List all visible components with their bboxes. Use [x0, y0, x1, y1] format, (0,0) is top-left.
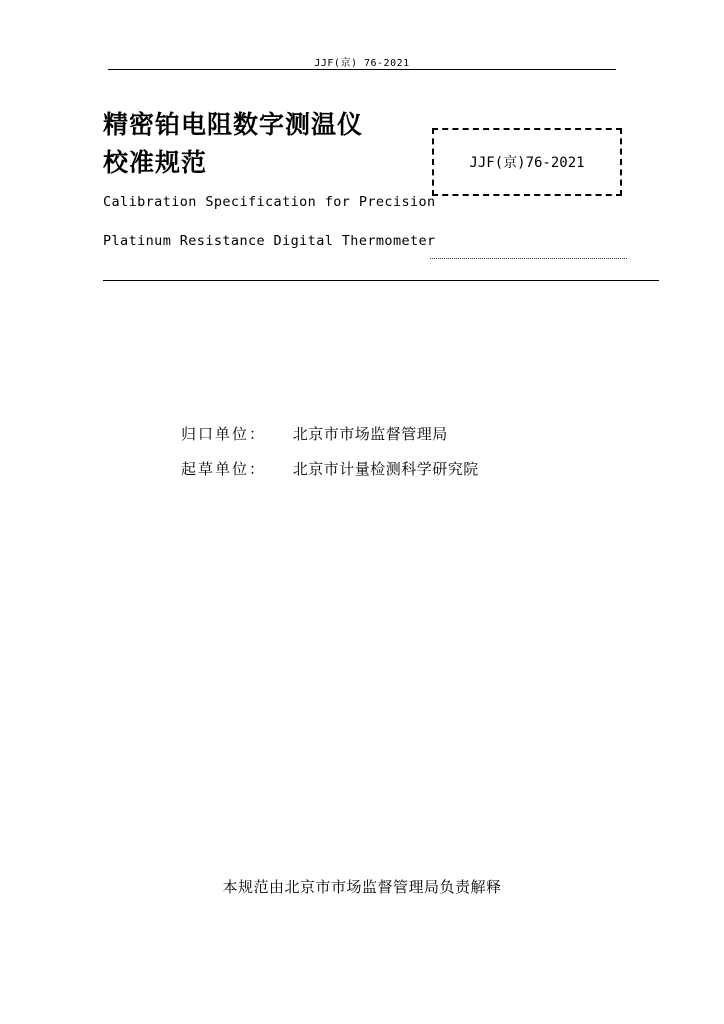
interpretation-note: 本规范由北京市市场监督管理局负责解释	[222, 878, 502, 896]
title-english-line-2: Platinum Resistance Digital Thermometer	[103, 233, 436, 249]
english-title-underline	[430, 258, 627, 259]
standard-code-box	[432, 128, 622, 196]
title-english-line-1: Calibration Specification for Precision	[103, 194, 436, 210]
responsible-unit-value: 北京市市场监督管理局	[292, 425, 448, 443]
responsible-unit-row	[181, 423, 448, 444]
title-chinese-line-2: 校准规范	[103, 148, 208, 177]
drafting-unit-value: 北京市计量检测科学研究院	[292, 460, 479, 478]
standard-code-text: JJF(京)76-2021	[469, 155, 585, 171]
drafting-unit-row	[181, 458, 479, 479]
drafting-unit-label: 起草单位：	[181, 460, 267, 478]
responsible-unit-label: 归口单位：	[181, 425, 267, 443]
header-standard-code: JJF(京) 76-2021	[314, 58, 410, 69]
title-chinese-line-1: 精密铂电阻数字测温仪	[103, 110, 364, 139]
title-divider	[103, 280, 659, 281]
header-divider	[108, 69, 616, 70]
